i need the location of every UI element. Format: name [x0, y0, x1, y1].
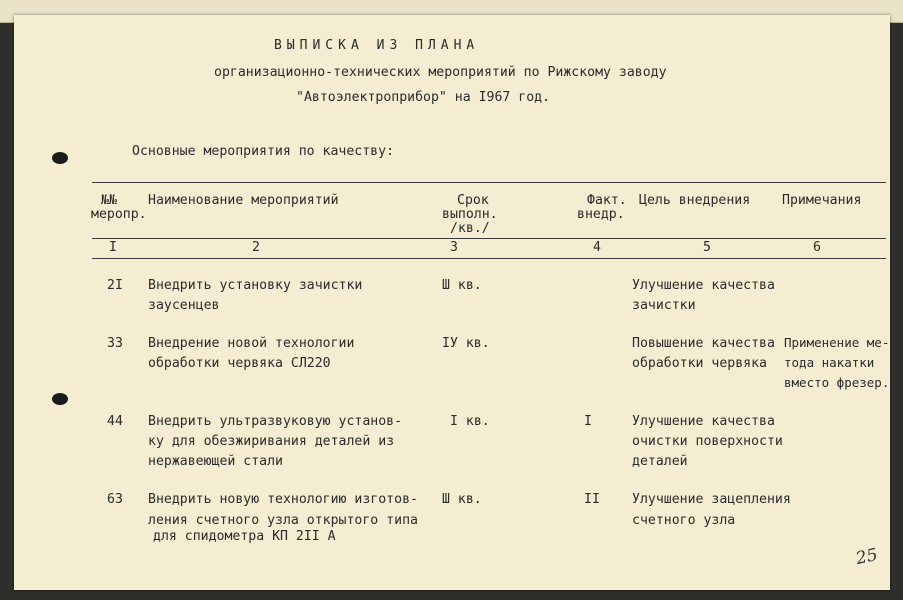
row-term: IУ кв.: [442, 336, 490, 351]
row-goal-line: Улучшение качества: [632, 414, 775, 429]
column-number: I: [109, 240, 117, 255]
punch-hole: [52, 393, 68, 405]
row-name-line: Внедрить установку зачистки: [148, 278, 363, 293]
page-number: 25: [854, 544, 880, 570]
section-heading: Основные мероприятия по качеству:: [132, 144, 395, 159]
row-name-line: обработки червяка СЛ220: [148, 356, 331, 371]
header-goal: Цель внедрения: [639, 193, 751, 208]
row-name-line: заусенцев: [148, 298, 220, 313]
punch-hole: [52, 152, 68, 164]
row-name-line: Внедрение новой технологии: [148, 336, 355, 351]
header-rule: [92, 238, 886, 239]
document-title: ВЫПИСКА ИЗ ПЛАНА: [274, 38, 480, 53]
row-note-line: Применение ме-: [784, 335, 890, 350]
header-term: Срок: [457, 193, 489, 208]
row-note-line: тода накатки: [784, 355, 875, 370]
header-fact: Факт.: [587, 193, 627, 208]
row-name-line: ку для обезжиривания деталей из: [148, 434, 395, 449]
table-top-rule: [92, 182, 886, 183]
header-num: №№: [101, 193, 117, 208]
row-goal-line: Повышение качества: [632, 336, 775, 351]
column-number: 5: [703, 240, 711, 255]
row-name-line: для спидометра КП 2II А: [153, 529, 336, 544]
column-number: 3: [450, 240, 458, 255]
header-note: Примечания: [782, 193, 862, 208]
document-subtitle-line-1: организационно-технических мероприятий по Рижскому заводу: [214, 65, 667, 80]
column-number: 2: [252, 240, 260, 255]
row-name-line: нержавеющей стали: [148, 454, 283, 469]
row-goal-line: счетного узла: [632, 513, 736, 528]
document-sheet: [14, 15, 890, 590]
row-term: Ш кв.: [442, 278, 482, 293]
row-number: 63: [107, 492, 123, 507]
row-name-line: ления счетного узла открытого типа: [148, 513, 418, 528]
column-number: 4: [593, 240, 601, 255]
header-name: Наименование мероприятий: [148, 193, 339, 208]
row-goal-line: обработки червяка: [632, 356, 767, 371]
row-fact: I: [584, 414, 592, 429]
row-fact: II: [584, 492, 600, 507]
row-number: 2I: [107, 278, 123, 293]
header-num-sub: меропр.: [91, 207, 147, 222]
document-subtitle-line-2: "Автоэлектроприбор" на I967 год.: [296, 90, 551, 105]
header-fact-sub: внедр.: [577, 207, 625, 222]
row-name-line: Внедрить новую технологию изготов-: [148, 492, 418, 507]
column-number-rule: [92, 258, 886, 259]
row-number: 44: [107, 414, 123, 429]
header-term-sub: выполн.: [442, 207, 498, 222]
row-number: 33: [107, 336, 123, 351]
header-term-unit: /кв./: [450, 221, 490, 236]
row-goal-line: зачистки: [632, 298, 696, 313]
row-goal-line: Улучшение качества: [632, 278, 775, 293]
row-goal-line: деталей: [632, 454, 688, 469]
row-goal-line: Улучшение зацепления: [632, 492, 791, 507]
row-term: I кв.: [450, 414, 490, 429]
row-name-line: Внедрить ультразвуковую установ-: [148, 414, 403, 429]
row-term: Ш кв.: [442, 492, 482, 507]
column-number: 6: [813, 240, 821, 255]
row-note-line: вместо фрезер.: [784, 375, 890, 390]
row-goal-line: очистки поверхности: [632, 434, 783, 449]
